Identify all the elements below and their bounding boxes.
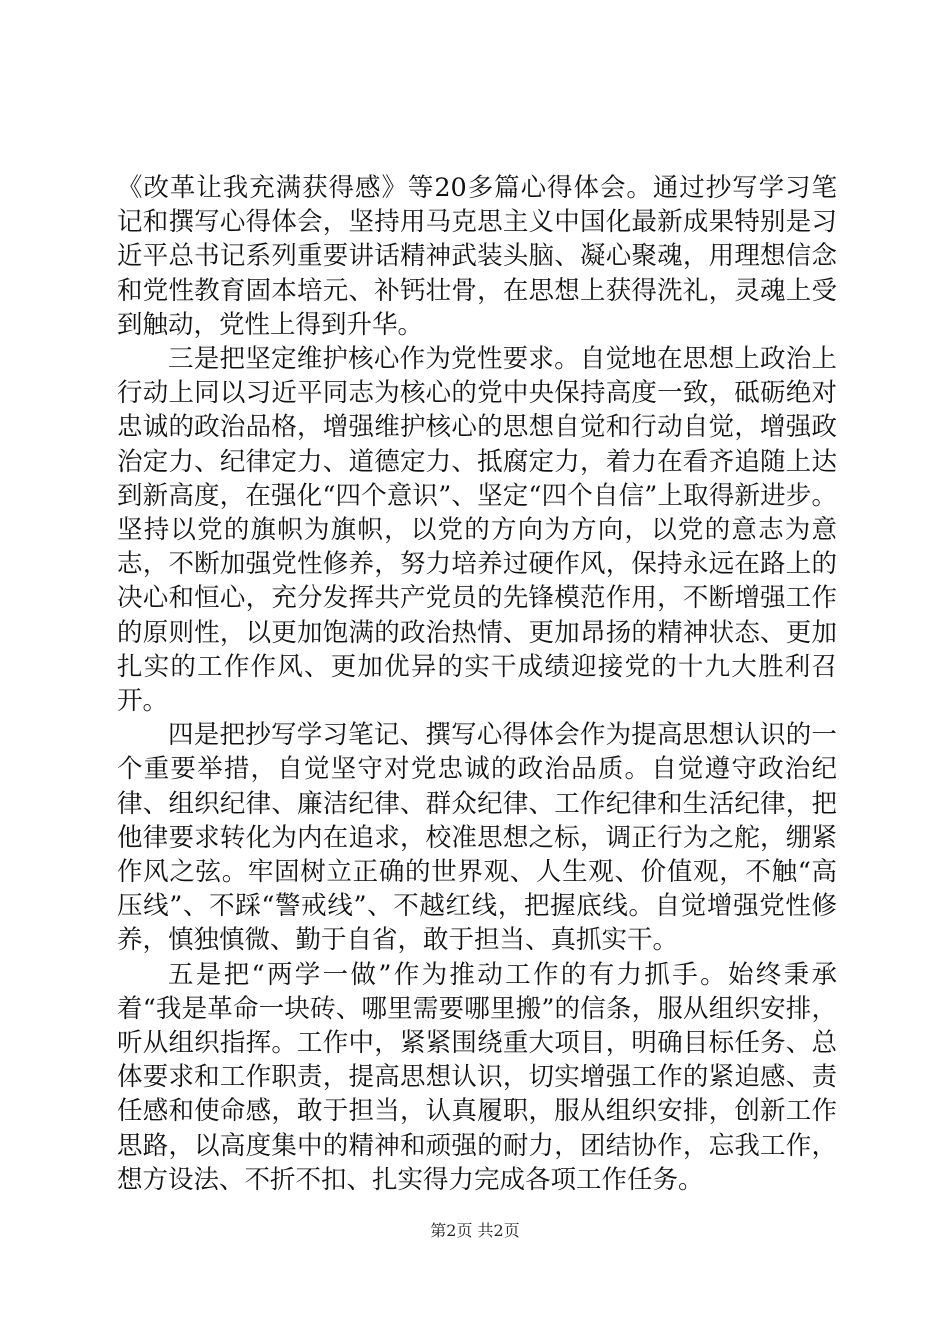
paragraph-point-three: 三是把坚定维护核心作为党性要求。自觉地在思想上政治上行动上同以习近平同志为核心的党中央保持高度一致，砥砺绝对忠诚的政治品格，增强维护核心的思想自觉和行动自觉，增强政治定力、纪律定力、道德定力、抵腐定力，着力在看齐追随上达到新高度，在强化“四个意识”、坚定“四个自信”上取得新进步。坚持以党的旗帜为旗帜，以党的方向为方向，以党的意志为意志，不断加强党性修养，努力培养过硬作风，保持永远在路上的决心和恒心，充分发挥共产党员的先锋模范作用，不断增强工作的原则性，以更加饱满的政治热情、更加昂扬的精神状态、更加扎实的工作作风、更加优异的实干成绩迎接党的十九大胜利召开。 [117, 344, 837, 717]
page-footer [0, 1218, 950, 1241]
document-body [117, 171, 837, 1197]
paragraph-continuation: 《改革让我充满获得感》等20多篇心得体会。通过抄写学习笔记和撰写心得体会，坚持用马克思主义中国化最新成果特别是习近平总书记系列重要讲话精神武装头脑、凝心聚魂，用理想信念和党性教育固本培元、补钙壮骨，在思想上获得洗礼，灵魂上受到触动，党性上得到升华。 [117, 173, 837, 340]
page-number-label: 第2页 共2页 [430, 1221, 520, 1240]
paragraph-point-five: 五是把“两学一做”作为推动工作的有力抓手。始终秉承着“我是革命一块砖、哪里需要哪里搬”的信条，服从组织安排，听从组织指挥。工作中，紧紧围绕重大项目，明确目标任务、总体要求和工作职责，提高思想认识，切实增强工作的紧迫感、责任感和使命感，敢于担当，认真履职，服从组织安排，创新工作思路，以高度集中的精神和顽强的耐力，团结协作，忘我工作，想方设法、不折不扣、扎实得力完成各项工作任务。 [117, 959, 837, 1195]
paragraph-point-four: 四是把抄写学习笔记、撰写心得体会作为提高思想认识的一个重要举措，自觉坚守对党忠诚的政治品质。自觉遵守政治纪律、组织纪律、廉洁纪律、群众纪律、工作纪律和生活纪律，把他律要求转化为内在追求，校准思想之标，调正行为之舵，绷紧作风之弦。牢固树立正确的世界观、人生观、价值观，不触“高压线”、不踩“警戒线”、不越红线，把握底线。自觉增强党性修养，慎独慎微、勤于自省，敢于担当、真抓实干。 [117, 720, 837, 956]
